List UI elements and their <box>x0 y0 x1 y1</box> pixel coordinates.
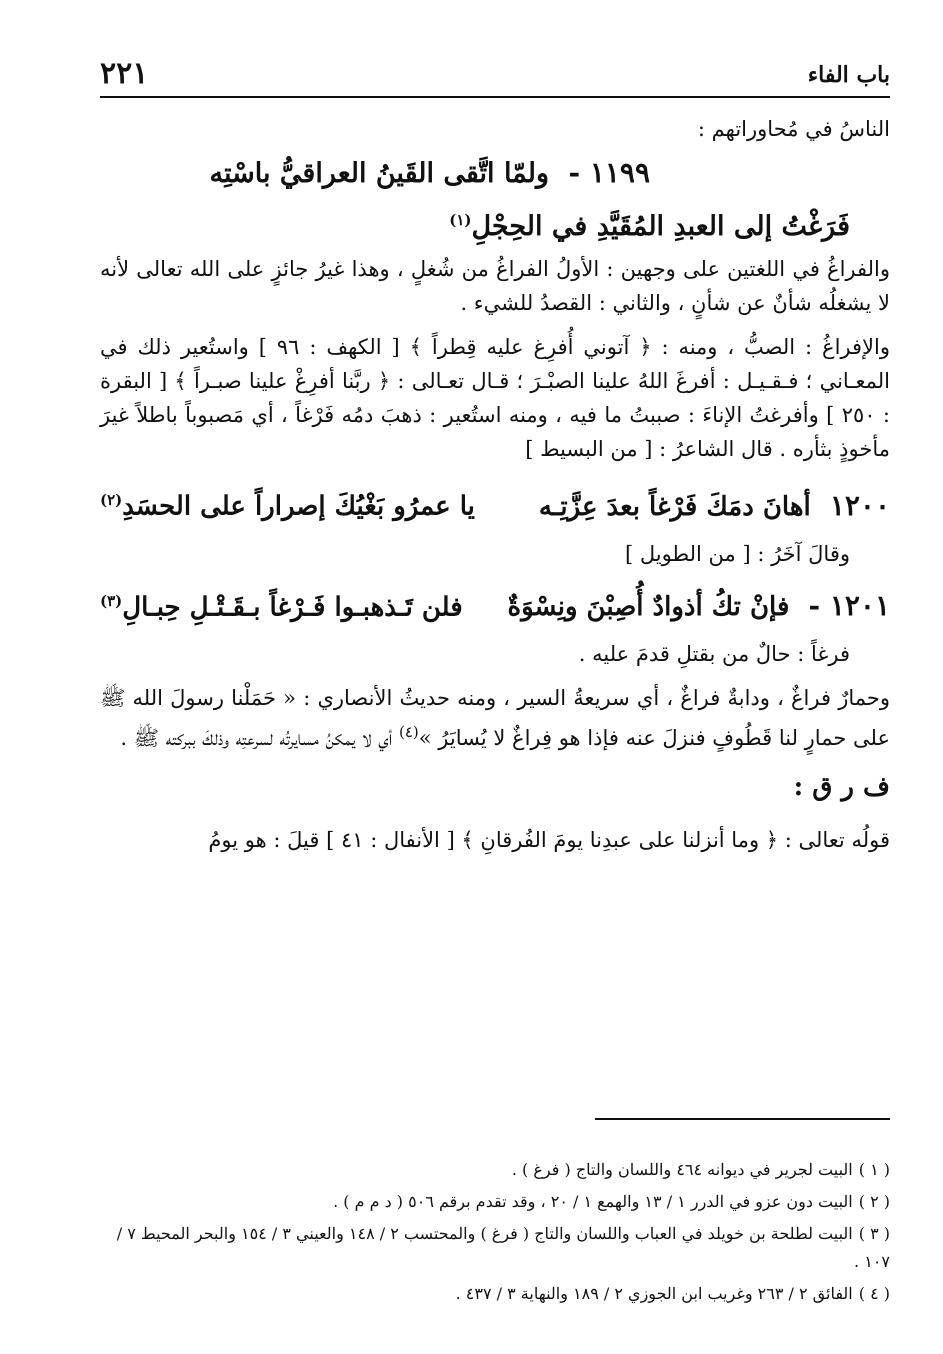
section-title: باب الفاء <box>807 62 890 88</box>
footnotes <box>100 1156 890 1312</box>
footnote: ( ١ )البيت لجرير في ديوانه ٤٦٤ واللسان والتاج ( فرغ ) . <box>511 1160 890 1179</box>
footnote: ( ٣ )البيت لطلحة بن خويلد في العباب واللسان والتاج ( فرغ ) والمحتسب ٢ / ١٤٨ والعيني ٣ / ١٥٤ والبحر المحيط ٧ / ١٠٧ . <box>116 1224 890 1271</box>
verse-1200 <box>100 476 890 531</box>
footnote-divider <box>595 1118 890 1120</box>
verse-ajz: يا عمرُو بَغْيُكَ إصراراً على الحسَدِ <box>122 491 475 522</box>
verse-sadr: فإنْ تكُ أذوادٌ أُصِبْنَ ونِسْوَةٌ <box>507 592 790 623</box>
book-page <box>100 40 890 1330</box>
paragraph-last: قولُه تعالى : ﴿ وما أنزلنا على عبدِنا يومَ الفُرقانِ ﴾ [ الأنفال : ٤١ ] قيلَ : هو يومُ <box>208 828 890 853</box>
verse-sadr: أهانَ دمَكَ فَرْغاً بعدَ عِزَّتِـه <box>538 491 811 522</box>
paragraph-halun: فرغاً : حالٌ من بقتلِ قدمَ عليه . <box>578 642 850 667</box>
paragraph-himar: وحمارٌ فراغٌ ، ودابةٌ فراغٌ ، أي سريعةُ السير ، ومنه حديثُ الأنصاري : « حَمَلْنا رسولَ الله ﷺ على حمارٍ لنا قَطُوفٍ فنزلَ عنه فإذا هو فِراغٌ لا يُسايَرُ »$^{(٤)}$ أي لا يمكنُ مسايرتُه لسرعتِه وذلكَ ببركته ﷺ . <box>100 686 890 751</box>
footnote-ref: (٤) <box>399 723 419 742</box>
verse-number: ١٢٠١ - <box>808 589 890 623</box>
footnote: ( ٢ )البيت دون عزو في الدرر ١ / ١٣ والهمع ١ / ٢٠ ، وقد تقدم برقم ٥٠٦ ( د م م ) . <box>333 1192 890 1211</box>
paragraph-ifragh: والإفراغُ : الصبُّ ، ومنه : ﴿ آتوني أُفرِغ عليه قِطراً ﴾ [ الكهف : ٩٦ ] واستُعير ذلك في المعـاني ؛ فـقـيـل : أفرغَ اللهُ علينا الصبْـرَ ؛ قـال تعـالى : ﴿ ربَّنا أفرِغْ علينا صبـراً ﴾ [ البقرة : ٢٥٠ ] وأفرغتُ الإناءَ : صببتُ ما فيه ، ومنه استُعير : ذهبَ دمُه فَرْغاً ، أي مَصبوباً باطلاً غيرَ مأخوذٍ بثأره . قال الشاعرُ : [ من البسيط ] <box>100 335 890 461</box>
verse-ajz: فلن تَـذهبـوا فَـرْغاً بـقَـتْـلِ حِبـالِ <box>122 592 463 623</box>
root-heading: ف ر ق : <box>793 772 890 803</box>
verse-1201 <box>100 577 890 632</box>
footnote: ( ٤ )الفائق ٢ / ٢٦٣ وغريب ابن الجوزي ٢ / ١٨٩ والنهاية ٣ / ٤٣٧ . <box>455 1284 890 1303</box>
verse-1199 <box>100 150 890 250</box>
footnote-ref: (١) <box>449 211 472 229</box>
verse-number: ١١٩٩ - <box>568 156 650 189</box>
paragraph-intro: الناسُ في مُحاوراتهم : <box>697 117 890 141</box>
main-text <box>100 112 890 867</box>
paragraph-faragh: والفراغُ في اللغتين على وجهين : الأولُ الفراغُ من شُغلٍ ، وهذا غيرُ جائزٍ على الله تعالى لأنه لا يشغلُه شأنٌ عن شأنٍ ، والثاني : القصدُ للشيء . <box>100 257 890 315</box>
page-header <box>100 50 890 98</box>
footnote-ref: (٣) <box>100 591 123 610</box>
page-number: ٢٢١ <box>100 56 149 91</box>
verse-number: ١٢٠٠ <box>829 488 890 522</box>
footnote-ref: (٢) <box>100 491 123 509</box>
paragraph-akhar: وقالَ آخَرُ : [ من الطويل ] <box>624 541 850 566</box>
verse-line: ولمّا اتَّقى القَينُ العراقيُّ باسْتِه <box>209 158 550 189</box>
verse-line: فَرَغْتُ إلى العبدِ المُقَيَّدِ في الحِجْلِ <box>471 211 850 242</box>
